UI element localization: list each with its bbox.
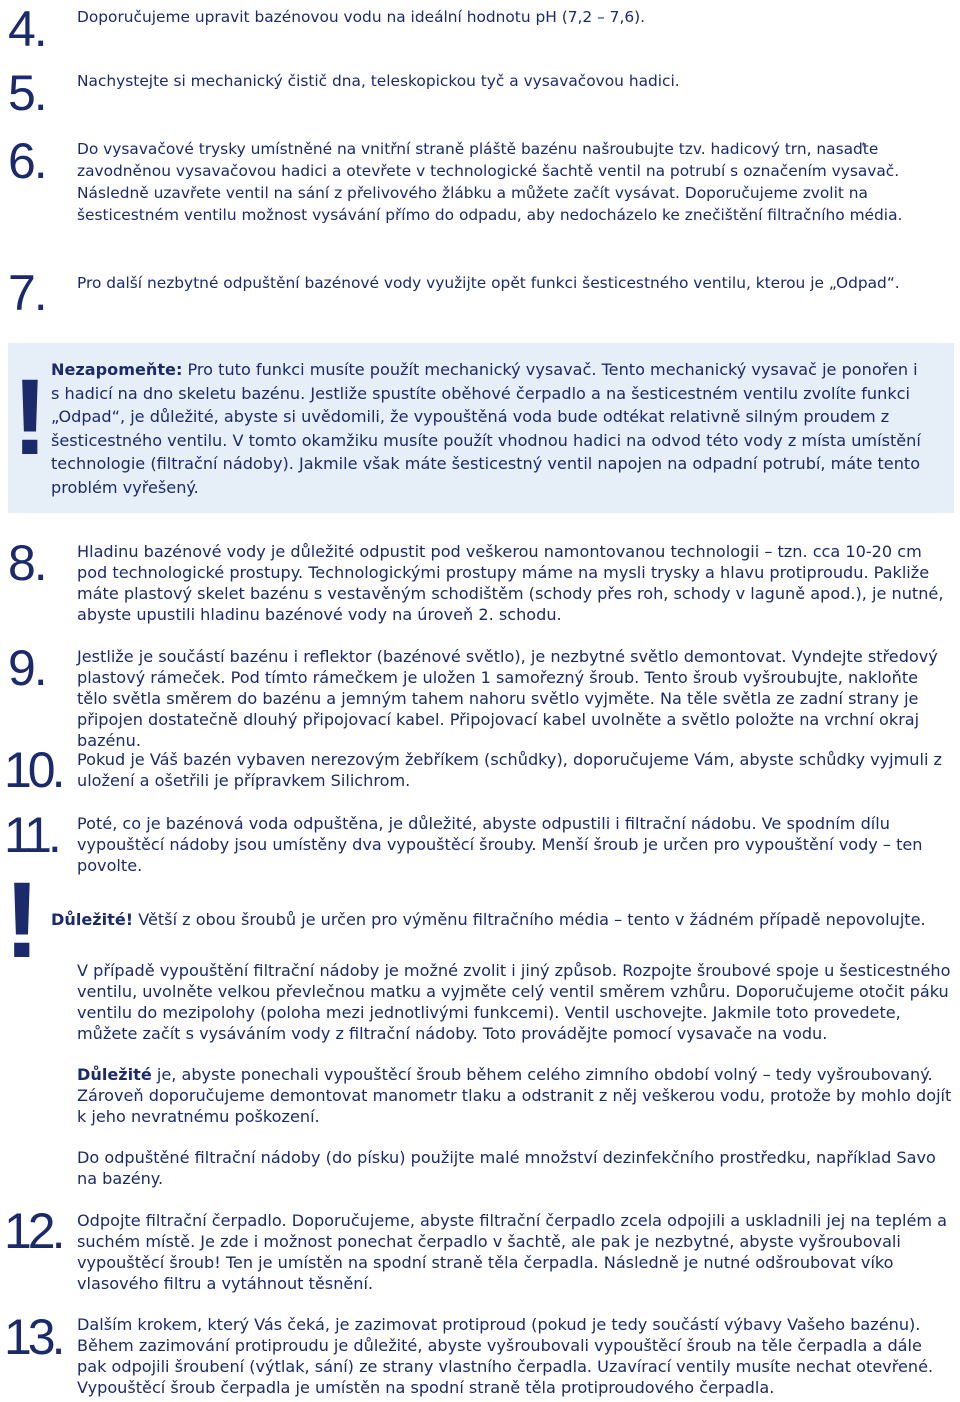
disinfection-text: Do odpuštěné filtrační nádoby (do písku) použijte malé množství dezinfekčního prostředku, například Savo na bazény.: [77, 1148, 936, 1188]
step-7-text: Pro další nezbytné odpuštění bazénové vody využijte opět funkci šesticestného ventilu, kterou je „Odpad“.: [77, 274, 900, 292]
step-number-10: 10.: [4, 742, 62, 798]
step-number-5: 5.: [8, 65, 46, 121]
important-lead: Důležité!: [51, 910, 134, 929]
step-number-4: 4.: [8, 1, 46, 57]
important-body: Větší z obou šroubů je určen pro výměnu filtračního média – tento v žádném případě nepovolujte.: [133, 910, 926, 929]
step-number-6: 6.: [8, 133, 46, 189]
step-number-8: 8.: [8, 535, 46, 591]
step-5-text: Nachystejte si mechanický čistič dna, teleskopickou tyč a vysavačovou hadici.: [77, 72, 680, 90]
step-number-11: 11.: [4, 807, 58, 863]
step-4-text: Doporučujeme upravit bazénovou vodu na ideální hodnotu pH (7,2 – 7,6).: [77, 8, 646, 26]
alternative-method-text: V případě vypouštění filtrační nádoby je možné zvolit i jiný způsob. Rozpojte šroubové spoje u šesticestného ventilu, uvolněte velkou převlečnou matku a vyjměte celý ventil směrem vzhůru. Doporučujeme otočit páku ventilu do mezipolohy (poloha mezi jednotlivými funkcemi). Ventil uschovejte. Jakmile toto provedete, můžete začít s vysáváním vody z filtrační nádoby. Toto provádějte pomocí vysavače na vodu.: [77, 961, 951, 1043]
step-6-text: Do vysavačové trysky umístněné na vnitřní straně pláště bazénu našroubujte tzv. hadicový trn, nasaďte zavodněnou vysavačovou hadici a otevřete v technologické šachtě ventil na potrubí s označením vysavač. Následně uzavřete ventil na sání z přelivového žlábku a můžete začít vysávat. Doporučujeme zvolit na šesticestném ventilu možnost vysávání přímo do odpadu, aby nedocházelo ke znečištění filtračního média.: [77, 140, 903, 224]
exclamation-icon: !: [4, 859, 40, 980]
exclamation-icon: !: [12, 356, 48, 477]
step-8-text: Hladinu bazénové vody je důležité odpustit pod veškerou namontovanou technologii – tzn. cca 10-20 cm pod technologické prostupy. Technologickými prostupy máme na mysli trysky a hlavu protiproudu. Pakliže máte plastový skelet bazénu s vestavěným schodištěm (schody přes roh, schody v laguně apod.), je nutné, abyste upustili hladinu bazénové vody na úroveň 2. schodu.: [77, 542, 944, 624]
step-9-text: Jestliže je součástí bazénu i reflektor (bazénové světlo), je nezbytné světlo demontovat. Vyndejte středový plastový rámeček. Pod tímto rámečkem je uložen 1 samořezný šroub. Tento šroub vyšroubujte, nakloňte tělo světla směrem do bazénu a jemným tahem nahoru světlo vyjměte. Na těle světla ze zadní strany je připojen dostatečně dlouhý připojovací kabel. Připojovací kabel uvolněte a světlo položte na vrchní okraj bazénu.: [77, 647, 938, 750]
step-number-13: 13.: [4, 1309, 62, 1365]
step-number-12: 12.: [4, 1203, 62, 1259]
step-12-text: Odpojte filtrační čerpadlo. Doporučujeme, abyste filtrační čerpadlo zcela odpojili a uskladnili jej na teplém a suchém místě. Je zde i možnost ponechat čerpadlo v šachtě, ale pak je nezbytné, abyste vyšroubovali vypouštěcí šroub! Ten je umístěn na spodní straně těla čerpadla. Následně je nutné odšroubovat víko vlasového filtru a vytáhnout těsnění.: [77, 1211, 948, 1293]
notice-text: [51, 358, 931, 499]
important-note: [51, 909, 951, 930]
notice-callout: [8, 343, 954, 513]
step-13-text: Dalším krokem, který Vás čeká, je zazimovat protiproud (pokud je tedy součástí výbavy Vašeho bazénu). Během zazimování protiproudu je důležité, abyste vyšroubovali vypouštěcí šroub na těle čerpadla a dále pak odpojili šroubení (výtlak, sání) ze strany vlastního čerpadla. Uzavírací ventily musíte nechat otevřené. Vypouštěcí šroub čerpadla je umístěn na spodní straně těla protiproudového čerpadla.: [77, 1315, 934, 1397]
important-screw-body: je, abyste ponechali vypouštěcí šroub během celého zimního období volný – tedy vyšroubovaný. Zároveň doporučujeme demontovat manometr tlaku a odstranit z něj veškerou vodu, protože by mohlo dojít k jeho nevratnému poškození.: [77, 1065, 952, 1126]
important-screw-lead: Důležité: [77, 1065, 152, 1084]
notice-lead: Nezapomeňte:: [51, 360, 183, 379]
step-11-text: Poté, co je bazénová voda odpuštěna, je důležité, abyste odpustili i filtrační nádobu. Ve spodním dílu vypouštěcí nádoby jsou umístěny dva vypouštěcí šrouby. Menší šroub je určen pro vypouštění vody – ten povolte.: [77, 814, 923, 875]
step-10-text: Pokud je Váš bazén vybaven nerezovým žebříkem (schůdky), doporučujeme Vám, abyste schůdky vyjmuli z uložení a ošetřili je přípravkem Silichrom.: [77, 750, 942, 790]
notice-body: Pro tuto funkci musíte použít mechanický vysavač. Tento mechanický vysavač je ponořen i s hadicí na dno skeletu bazénu. Jestliže spustíte oběhové čerpadlo a na šesticestném ventilu zvolíte funkci „Odpad“, je důležité, abyste si uvědomili, že vypouštěná voda bude odtékat relativně silným proudem z šesticestného ventilu. V tomto okamžiku musíte použít vhodnou hadici na odvod této vody z místa umístění technologie (filtrační nádoby). Jakmile však máte šesticestný ventil napojen na odpadní potrubí, máte tento problém vyřešený.: [51, 360, 921, 497]
important-screw-text: [77, 1064, 952, 1127]
step-number-7: 7.: [8, 265, 46, 321]
step-number-9: 9.: [8, 640, 46, 696]
